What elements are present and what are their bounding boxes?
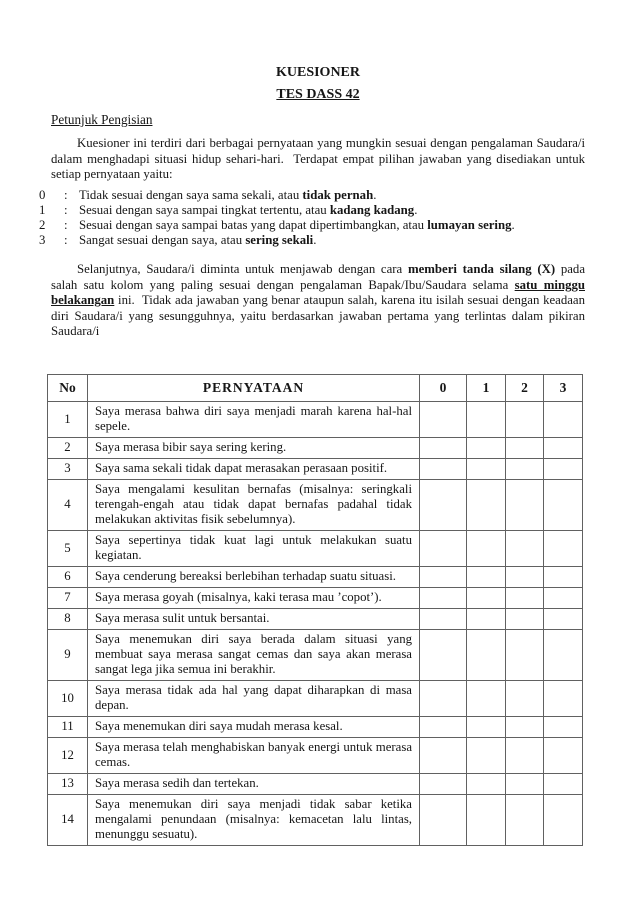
answer-cell-row3-score1: [467, 458, 506, 479]
option-value: 1: [39, 202, 46, 217]
row-number: 8: [48, 608, 88, 629]
text-segment: .: [511, 217, 515, 232]
statements-table: [47, 374, 583, 846]
answer-cell-row12-score1: [467, 737, 506, 773]
answer-cell-row14-score3: [544, 794, 583, 845]
option-description: [79, 203, 585, 218]
statement-text: Saya sepertinya tidak kuat lagi untuk melakukan suatu kegiatan.: [88, 530, 420, 566]
text-segment: .: [373, 187, 377, 202]
answer-cell-row12-score2: [506, 737, 544, 773]
emphasis-text: satu minggu belakangan: [51, 277, 585, 308]
answer-cell-row6-score0: [420, 566, 467, 587]
statement-text: Saya cenderung bereaksi berlebihan terhadap suatu situasi.: [88, 566, 420, 587]
statement-row-7: [48, 587, 583, 608]
answer-cell-row13-score1: [467, 773, 506, 794]
header-no: No: [48, 374, 88, 401]
row-number: 5: [48, 530, 88, 566]
answer-cell-row5-score3: [544, 530, 583, 566]
answer-option-0: [37, 188, 585, 203]
answer-cell-row2-score3: [544, 437, 583, 458]
text-segment: Tidak sesuai dengan saya sama sekali, atau: [79, 187, 303, 202]
answer-cell-row10-score1: [467, 680, 506, 716]
emphasis-text: kadang kadang: [329, 202, 415, 217]
option-separator: :: [64, 202, 68, 217]
answer-cell-row12-score0: [420, 737, 467, 773]
answer-cell-row4-score0: [420, 479, 467, 530]
header-statement: PERNYATAAN: [88, 374, 420, 401]
text-segment: .: [414, 202, 418, 217]
answer-cell-row1-score3: [544, 401, 583, 437]
emphasis-text: lumayan sering: [427, 217, 512, 232]
emphasis-text: memberi tanda silang (X): [407, 262, 556, 277]
statement-row-6: [48, 566, 583, 587]
statement-text: Saya menemukan diri saya menjadi tidak sabar ketika mengalami penundaan (misalnya: kemacetan lalu lintas, menunggu sesuatu).: [88, 794, 420, 845]
answer-cell-row8-score2: [506, 608, 544, 629]
statement-text: Saya merasa telah menghabiskan banyak energi untuk merasa cemas.: [88, 737, 420, 773]
answer-cell-row9-score2: [506, 629, 544, 680]
statement-text: Saya merasa bahwa diri saya menjadi marah karena hal-hal sepele.: [88, 401, 420, 437]
statement-row-4: [48, 479, 583, 530]
section-heading: Petunjuk Pengisian: [51, 112, 153, 127]
answer-cell-row9-score3: [544, 629, 583, 680]
option-separator: :: [64, 217, 68, 232]
answer-cell-row6-score2: [506, 566, 544, 587]
row-number: 11: [48, 716, 88, 737]
statement-row-3: [48, 458, 583, 479]
option-value: 0: [39, 187, 46, 202]
answer-cell-row2-score1: [467, 437, 506, 458]
answer-cell-row13-score3: [544, 773, 583, 794]
answer-cell-row13-score0: [420, 773, 467, 794]
header-score-2: 2: [506, 374, 544, 401]
statement-row-10: [48, 680, 583, 716]
emphasis-text: sering sekali: [245, 233, 314, 248]
row-number: 12: [48, 737, 88, 773]
answer-cell-row5-score1: [467, 530, 506, 566]
statement-text: Saya menemukan diri saya berada dalam situasi yang membuat saya merasa sangat cemas dan saya akan merasa sangat lega jika semua ini berakhir.: [88, 629, 420, 680]
row-number: 9: [48, 629, 88, 680]
answer-cell-row11-score2: [506, 716, 544, 737]
statement-text: Saya merasa sulit untuk bersantai.: [88, 608, 420, 629]
answer-cell-row1-score0: [420, 401, 467, 437]
page-title: KUESIONER: [275, 65, 361, 80]
answer-cell-row8-score0: [420, 608, 467, 629]
answer-options-list: [37, 188, 585, 249]
answer-cell-row5-score2: [506, 530, 544, 566]
answer-cell-row4-score1: [467, 479, 506, 530]
answer-option-1: [37, 203, 585, 218]
statement-text: Saya sama sekali tidak dapat merasakan perasaan positif.: [88, 458, 420, 479]
answer-cell-row11-score0: [420, 716, 467, 737]
statement-row-1: [48, 401, 583, 437]
statement-text: Saya merasa sedih dan tertekan.: [88, 773, 420, 794]
row-number: 14: [48, 794, 88, 845]
row-number: 1: [48, 401, 88, 437]
answer-option-2: [37, 218, 585, 233]
option-separator: :: [64, 187, 68, 202]
answer-cell-row6-score3: [544, 566, 583, 587]
text-segment: Sesuai dengan saya sampai batas yang dapat dipertimbangkan, atau: [79, 217, 428, 232]
answer-cell-row10-score0: [420, 680, 467, 716]
answer-cell-row11-score1: [467, 716, 506, 737]
answer-option-3: [37, 233, 585, 248]
answer-cell-row8-score1: [467, 608, 506, 629]
answer-cell-row3-score3: [544, 458, 583, 479]
answer-cell-row10-score2: [506, 680, 544, 716]
statement-row-14: [48, 794, 583, 845]
text-segment: Sangat sesuai dengan saya, atau: [79, 233, 246, 248]
answer-cell-row9-score1: [467, 629, 506, 680]
text-segment: Selanjutnya, Saudara/i diminta untuk menjawab dengan cara: [77, 262, 408, 277]
option-description: [79, 188, 585, 203]
answer-cell-row7-score1: [467, 587, 506, 608]
answer-cell-row5-score0: [420, 530, 467, 566]
text-segment: ini. Tidak ada jawaban yang benar ataupun salah, karena itu isilah sesuai dengan keadaan diri Saudara/i yang sesungguhnya, yaitu berdasarkan jawaban pertama yang terlintas dalam pikiran Saudara/i: [51, 293, 585, 339]
answer-cell-row2-score0: [420, 437, 467, 458]
row-number: 6: [48, 566, 88, 587]
instructions-paragraph: [51, 262, 585, 340]
option-description: [79, 218, 585, 233]
answer-cell-row4-score2: [506, 479, 544, 530]
answer-cell-row4-score3: [544, 479, 583, 530]
answer-cell-row7-score3: [544, 587, 583, 608]
option-value: 2: [39, 217, 46, 232]
option-description: [79, 233, 585, 248]
answer-cell-row13-score2: [506, 773, 544, 794]
answer-cell-row9-score0: [420, 629, 467, 680]
statement-row-12: [48, 737, 583, 773]
text-segment: .: [313, 233, 317, 248]
page-subtitle: TES DASS 42: [276, 87, 360, 102]
statement-row-11: [48, 716, 583, 737]
answer-cell-row12-score3: [544, 737, 583, 773]
text-segment: pada salah satu kolom yang paling sesuai dengan pengalaman Bapak/Ibu/Saudara selama: [51, 262, 585, 292]
statement-text: Saya merasa tidak ada hal yang dapat diharapkan di masa depan.: [88, 680, 420, 716]
text-segment: Kuesioner ini terdiri dari berbagai pernyataan yang mungkin sesuai dengan pengalaman Saudara/i dalam menghadapi situasi hidup sehari-hari. Terdapat empat pilihan jawaban yang disediakan untuk setiap pernyataan yaitu:: [51, 136, 585, 181]
statement-text: Saya menemukan diri saya mudah merasa kesal.: [88, 716, 420, 737]
statement-text: Saya merasa goyah (misalnya, kaki terasa mau ’copot’).: [88, 587, 420, 608]
answer-cell-row14-score2: [506, 794, 544, 845]
row-number: 3: [48, 458, 88, 479]
header-score-3: 3: [544, 374, 583, 401]
answer-cell-row14-score0: [420, 794, 467, 845]
answer-cell-row7-score2: [506, 587, 544, 608]
answer-cell-row14-score1: [467, 794, 506, 845]
answer-cell-row1-score1: [467, 401, 506, 437]
table-header-row: [48, 374, 583, 401]
answer-cell-row3-score2: [506, 458, 544, 479]
answer-cell-row8-score3: [544, 608, 583, 629]
row-number: 13: [48, 773, 88, 794]
row-number: 2: [48, 437, 88, 458]
header-score-0: 0: [420, 374, 467, 401]
option-value: 3: [39, 233, 46, 248]
header-score-1: 1: [467, 374, 506, 401]
answer-cell-row7-score0: [420, 587, 467, 608]
intro-paragraph: [51, 136, 585, 183]
statement-row-2: [48, 437, 583, 458]
statement-row-8: [48, 608, 583, 629]
option-separator: :: [64, 233, 68, 248]
statement-row-9: [48, 629, 583, 680]
answer-cell-row3-score0: [420, 458, 467, 479]
statement-row-13: [48, 773, 583, 794]
row-number: 4: [48, 479, 88, 530]
statement-text: Saya mengalami kesulitan bernafas (misalnya: seringkali terengah-engah atau tidak dapat bernafas padahal tidak melakukan aktivitas fisik sebelumnya).: [88, 479, 420, 530]
answer-cell-row11-score3: [544, 716, 583, 737]
row-number: 7: [48, 587, 88, 608]
answer-cell-row1-score2: [506, 401, 544, 437]
answer-cell-row2-score2: [506, 437, 544, 458]
statement-row-5: [48, 530, 583, 566]
emphasis-text: tidak pernah: [302, 187, 374, 202]
text-segment: Sesuai dengan saya sampai tingkat tertentu, atau: [79, 202, 330, 217]
answer-cell-row10-score3: [544, 680, 583, 716]
statement-text: Saya merasa bibir saya sering kering.: [88, 437, 420, 458]
statements-tbody: [48, 401, 583, 845]
answer-cell-row6-score1: [467, 566, 506, 587]
row-number: 10: [48, 680, 88, 716]
